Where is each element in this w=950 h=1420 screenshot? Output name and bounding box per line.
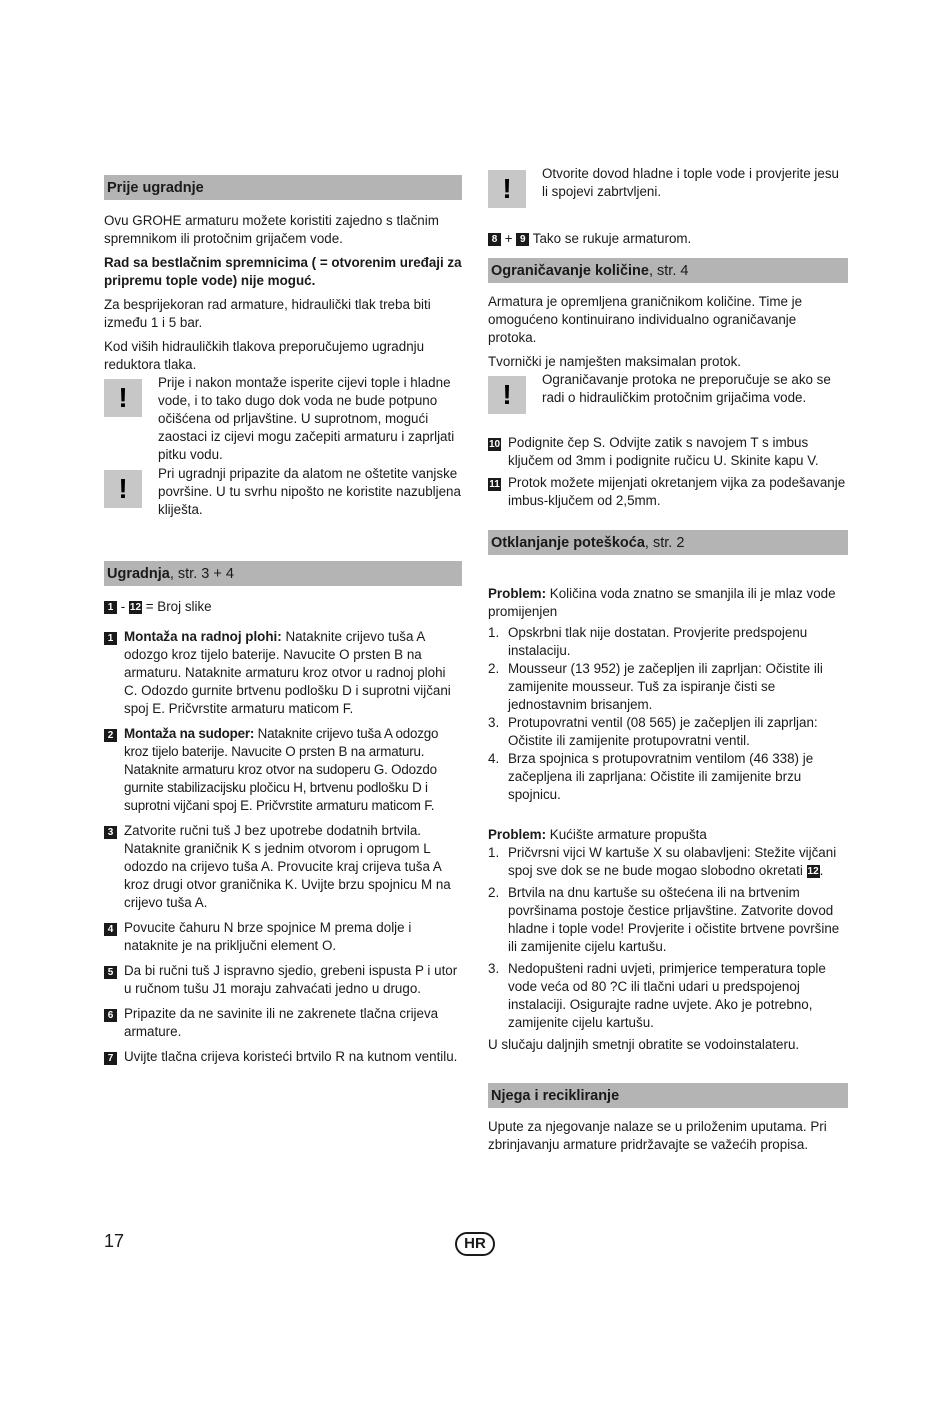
section-header-troubleshooting: Otklanjanje poteškoća, str. 2 (488, 530, 848, 555)
warning-note (104, 374, 462, 464)
list-item: 3. Nedopušteni radni uvjeti, primjerice temperatura tople vode veća od 80 ?C ili tlačni udari u predspojenoj instalaciji. Osigurajte radne uvjete. Ako je potrebno, zamijenite cijelu kartušu. (488, 961, 826, 1030)
figure-number: 12 (807, 866, 819, 877)
warning-note (488, 165, 848, 208)
warning-note (488, 371, 848, 414)
list-item: 1. Pričvrsni vijci W kartuše X su olabavljeni: Stežite vijčani spoj sve dok se ne bude mogao slobodno okretati 12. (488, 845, 837, 878)
step-number: 6 (104, 1009, 117, 1022)
figure-number: 8 (488, 233, 501, 246)
section-header-before-install: Prije ugradnje (104, 175, 462, 200)
language-badge: HR (455, 1232, 495, 1256)
paragraph: Armatura je opremljena graničnikom količine. Time je omogućeno kontinuirano individualno ograničavanje protoka. (488, 294, 803, 345)
step-number: 11 (489, 479, 500, 490)
install-step: 5 Da bi ručni tuš J ispravno sjedio, grebeni ispusta P i utor u ručnom tušu J1 moraju zahvaćati jedno u drugo. (104, 962, 462, 998)
install-step: 3 Zatvorite ručni tuš J bez upotrebe dodatnih brtvila. Nataknite graničnik K s jednim otvorom i oprugom L odozdo na crijevo tuša A. Provucite kraj crijeva tuša A kroz drugi otvor graničnika K. Uvijte brzu spojnicu M na crijevo tuša A. (104, 822, 462, 912)
step-number: 4 (104, 923, 117, 936)
paragraph: Ovu GROHE armaturu možete koristiti zajedno s tlačnim spremnikom ili protočnim grijačem vode. (104, 213, 439, 246)
operation-note: 8 + 9 Tako se rukuje armaturom. (488, 230, 848, 248)
warning-icon: ! (488, 170, 526, 208)
warning-icon: ! (104, 470, 142, 508)
step-number: 5 (104, 966, 117, 979)
problem-statement: Problem: Količina voda znatno se smanjila ili je mlaz vode promijenjen (488, 586, 836, 619)
list-item: 3. Protupovratni ventil (08 565) je začepljen ili zaprljan: Očistite ili zamijenite protupovratni ventil. (488, 715, 818, 748)
paragraph-bold: Rad sa bestlačnim spremnicima ( = otvorenim uređaji za pripremu tople vode) nije moguć. (104, 255, 462, 288)
paragraph: Za besprijekoran rad armature, hidraulički tlak treba biti između 1 i 5 bar. (104, 297, 431, 330)
solution-list (488, 844, 848, 1032)
flow-step: 11 Protok možete mijenjati okretanjem vijka za podešavanje imbus-ključem od 2,5mm. (489, 475, 846, 508)
warning-icon: ! (104, 379, 142, 417)
step-number: 10 (489, 439, 501, 450)
install-step: 4 Povucite čahuru N brze spojnice M prema dolje i nataknite je na priključni element O. (104, 919, 462, 955)
install-step: 7 Uvijte tlačna crijeva koristeći brtvilo R na kutnom ventilu. (104, 1048, 462, 1067)
step-number: 2 (104, 729, 117, 742)
solution-list (488, 624, 848, 804)
paragraph: U slučaju daljnjih smetnji obratite se vodoinstalateru. (488, 1037, 800, 1052)
page-number: 17 (104, 1231, 125, 1251)
install-step: 1 Montaža na radnoj plohi: Nataknite crijevo tuša A odozgo kroz tijelo baterije. Navucite O prsten B na armaturu. Nataknite armaturu kroz otvor u radnoj plohi C. Odozdo gurnite brtvenu podlošku D i suprotni vijčani spoj E. Pričvrstite armaturu maticom F. (104, 628, 462, 718)
section-header-care-recycling: Njega i recikliranje (488, 1083, 848, 1108)
paragraph: Tvornički je namješten maksimalan protok. (488, 354, 742, 369)
section-header-installation: Ugradnja, str. 3 + 4 (104, 561, 462, 586)
warning-text: Prije i nakon montaže isperite cijevi tople i hladne vode, i to tako dugo dok voda ne bude potpuno očišćena od prljavštine. U suprotnom, mogući zaostaci iz cijevi mogu začepiti armaturu i zaprljati pitku vodu. (158, 375, 455, 462)
warning-text: Pri ugradnji pripazite da alatom ne oštetite vanjske površine. U tu svrhu nipošto ne koristite nazubljena kliješta. (158, 466, 461, 517)
list-item: 4. Brza spojnica s protupovratnim ventilom (46 338) je začepljena ili zaprljana: Očistite ili zamijenite brzu spojnicu. (488, 751, 814, 802)
warning-icon: ! (488, 376, 526, 414)
step-number: 7 (104, 1052, 117, 1065)
figure-number: 9 (516, 233, 529, 246)
step-number: 1 (104, 632, 117, 645)
left-column (104, 175, 462, 1074)
right-column (488, 165, 848, 1160)
list-item: 2. Brtvila na dnu kartuše su oštećena ili na brtvenim površinama postoje čestice prljavštine. Zatvorite dovod hladne i tople vode! Provjerite i očistite brtvene površine ili zamijenite cijelu kartušu. (488, 885, 840, 954)
warning-text: Ograničavanje protoka ne preporučuje se ako se radi o hidrauličkim protočnim grijačima vode. (542, 372, 831, 405)
figure-number: 1 (104, 601, 117, 614)
problem-statement: Problem: Kućište armature propušta (488, 827, 707, 842)
step-number: 3 (104, 826, 117, 839)
section-header-flow-limit: Ograničavanje količine, str. 4 (488, 258, 848, 283)
figure-number: 12 (129, 602, 142, 613)
warning-note (104, 465, 462, 519)
warning-text: Otvorite dovod hladne i tople vode i provjerite jesu li spojevi zabrtvljeni. (542, 166, 840, 199)
paragraph: Kod viših hidrauličkih tlakova preporučujemo ugradnju reduktora tlaka. (104, 339, 425, 372)
install-step: 2 Montaža na sudoper: Nataknite crijevo tuša A odozgo kroz tijelo baterije. Navucite O prsten B na armaturu. Nataknite armaturu kroz otvor na sudoperu G. Odozdo gurnite stabilizacijsku pločicu H, brtvenu podlošku D i suprotni vijčani spoj E. Pričvrstite armaturu maticom F. (104, 725, 462, 815)
figure-range: 1 - 12 = Broj slike (104, 598, 462, 616)
flow-step: 10 Podignite čep S. Odvijte zatik s navojem T s imbus ključem od 3mm i podignite ručicu U. Skinite kapu V. (489, 435, 819, 468)
paragraph: Upute za njegovanje nalaze se u priloženim uputama. Pri zbrinjavanju armature pridržavajte se važećih propisa. (488, 1119, 827, 1152)
list-item: 2. Mousseur (13 952) je začepljen ili zaprljan: Očistite ili zamijenite mousseur. Tuš za ispiranje čisti se jednostavnim brisanjem. (488, 661, 823, 712)
list-item: 1. Opskrbni tlak nije dostatan. Provjerite predspojenu instalaciju. (488, 625, 808, 658)
install-step: 6 Pripazite da ne savinite ili ne zakrenete tlačna crijeva armature. (104, 1005, 462, 1041)
